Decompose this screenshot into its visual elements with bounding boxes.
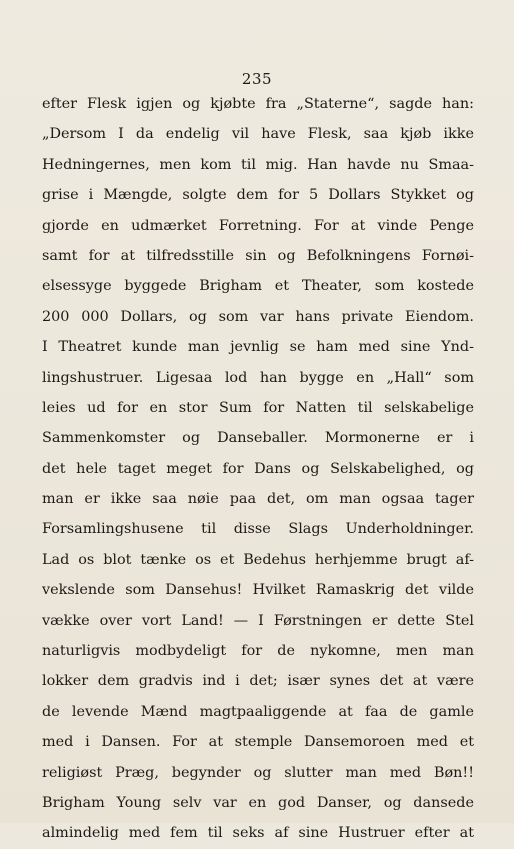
text-line: man er ikke saa nøie paa det, om man ogsaa tager <box>42 491 474 508</box>
text-line: grise i Mængde, solgte dem for 5 Dollars Stykket og <box>42 187 474 204</box>
body-text <box>42 89 474 849</box>
text-line: vekslende som Dansehus! Hvilket Ramaskrig det vilde <box>42 582 474 599</box>
text-line: det hele taget meget for Dans og Selskabelighed, og <box>42 460 474 477</box>
text-line: Forsamlingshusene til disse Slags Underholdninger. <box>42 521 474 538</box>
text-line: religiøst Præg, begynder og slutter man med Bøn!! <box>42 764 474 781</box>
text-line: lingshustruer. Ligesaa lod han bygge en „Hall“ som <box>42 369 474 386</box>
text-line: 200 000 Dollars, og som var hans private Eiendom. <box>42 308 474 325</box>
text-line: Lad os blot tænke os et Bedehus herhjemme brugt af- <box>42 551 474 568</box>
text-line: de levende Mænd magtpaaliggende at faa de gamle <box>42 703 474 720</box>
text-line: samt for at tilfredsstille sin og Befolkningens Fornøi- <box>42 247 474 264</box>
text-line: Brigham Young selv var en god Danser, og dansede <box>42 794 474 811</box>
text-line: Sammenkomster og Danseballer. Mormonerne er i <box>42 430 474 447</box>
page-number: 235 <box>241 70 273 88</box>
text-line: „Dersom I da endelig vil have Flesk, saa kjøb ikke <box>42 126 474 143</box>
text-line: Hedningernes, men kom til mig. Han havde nu Smaa- <box>42 156 474 173</box>
text-line: elsessyge byggede Brigham et Theater, som kostede <box>42 278 474 295</box>
text-line: I Theatret kunde man jevnlig se ham med sine Ynd- <box>42 339 474 356</box>
text-line: almindelig med fem til seks af sine Hustruer efter at <box>42 825 474 842</box>
text-line: med i Dansen. For at stemple Dansemoroen med et <box>42 734 474 751</box>
text-line: naturligvis modbydeligt for de nykomne, men man <box>42 643 474 660</box>
text-line: leies ud for en stor Sum for Natten til selskabelige <box>42 399 474 416</box>
text-line: gjorde en udmærket Forretning. For at vinde Penge <box>42 217 474 234</box>
text-line: efter Flesk igjen og kjøbte fra „Staterne“, sagde han: <box>42 96 474 112</box>
text-line: vække over vort Land! — I Førstningen er dette Stel <box>42 612 474 629</box>
text-line: lokker dem gradvis ind i det; især synes det at være <box>42 673 474 690</box>
